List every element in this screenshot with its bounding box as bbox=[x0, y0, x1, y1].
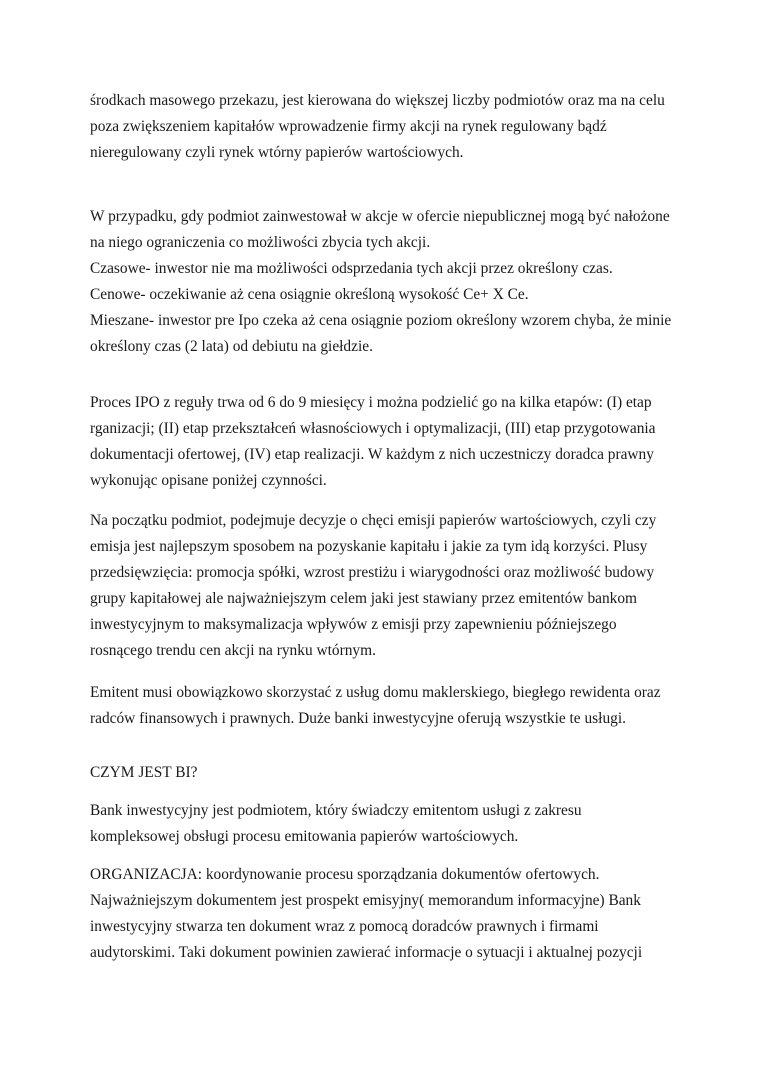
text-line: Mieszane- inwestor pre Ipo czeka aż cena osiągnie poziom określony wzorem chyba, że minie bbox=[90, 312, 672, 329]
text-line: inwestycyjny stwarza ten dokument wraz z pomocą doradców prawnych i firmami bbox=[90, 918, 599, 935]
text-line: dokumentacji ofertowej, (IV) etap realizacji. W każdym z nich uczestniczy doradca prawny bbox=[90, 446, 654, 463]
text-line: Czasowe- inwestor nie ma możliwości odsprzedania tych akcji przez określony czas. bbox=[90, 260, 613, 277]
text-line: radców finansowych i prawnych. Duże banki inwestycyjne oferują wszystkie te usługi. bbox=[90, 710, 626, 727]
text-line: ORGANIZACJA: koordynowanie procesu sporządzania dokumentów ofertowych. bbox=[90, 866, 600, 883]
text-line: przedsięwzięcia: promocja spółki, wzrost prestiżu i wiarygodności oraz możliwość budowy bbox=[90, 564, 655, 581]
text-line: Emitent musi obowiązkowo skorzystać z usług domu maklerskiego, biegłego rewidenta oraz bbox=[90, 684, 661, 701]
text-line: wykonując opisane poniżej czynności. bbox=[90, 472, 327, 489]
text-line: rosnącego trendu cen akcji na rynku wtórnym. bbox=[90, 642, 376, 659]
text-line: określony czas (2 lata) od debiutu na giełdzie. bbox=[90, 338, 373, 355]
paragraph-public-offering bbox=[90, 88, 690, 166]
paragraph-restrictions bbox=[90, 204, 690, 360]
text-line: kompleksowej obsługi procesu emitowania papierów wartościowych. bbox=[90, 828, 519, 845]
heading-text: CZYM JEST BI? bbox=[90, 764, 198, 781]
text-line: W przypadku, gdy podmiot zainwestował w akcje w ofercie niepublicznej mogą być nałożone bbox=[90, 208, 670, 225]
paragraph-decision bbox=[90, 508, 690, 664]
text-line: poza zwiększeniem kapitałów wprowadzenie firmy akcji na rynek regulowany bądź bbox=[90, 118, 607, 135]
text-line: Bank inwestycyjny jest podmiotem, który świadczy emitentom usługi z zakresu bbox=[90, 802, 582, 819]
text-line: na niego ograniczenia co możliwości zbycia tych akcji. bbox=[90, 234, 431, 251]
text-line: Proces IPO z reguły trwa od 6 do 9 miesięcy i można podzielić go na kilka etapów: (I) etap bbox=[90, 394, 652, 411]
section-heading bbox=[90, 760, 690, 786]
text-line: Cenowe- oczekiwanie aż cena osiągnie określoną wysokość Ce+ X Ce. bbox=[90, 286, 529, 303]
paragraph-emitent-services bbox=[90, 680, 690, 732]
text-line: inwestycyjnym to maksymalizacja wpływów z emisji przy zapewnieniu późniejszego bbox=[90, 616, 617, 633]
text-line: rganizacji; (II) etap przekształceń własnościowych i optymalizacji, (III) etap przygotowania bbox=[90, 420, 656, 437]
paragraph-bank-definition bbox=[90, 798, 690, 850]
text-line: grupy kapitałowej ale najważniejszym celem jaki jest stawiany przez emitentów bankom bbox=[90, 590, 638, 607]
text-line: Na początku podmiot, podejmuje decyzje o chęci emisji papierów wartościowych, czyli czy bbox=[90, 512, 657, 529]
text-line: audytorskimi. Taki dokument powinien zawierać informacje o sytuacji i aktualnej pozycji bbox=[90, 944, 643, 961]
text-line: nieregulowany czyli rynek wtórny papierów wartościowych. bbox=[90, 144, 464, 161]
text-line: Najważniejszym dokumentem jest prospekt emisyjny( memorandum informacyjne) Bank bbox=[90, 892, 641, 909]
paragraph-organization bbox=[90, 862, 690, 966]
text-line: środkach masowego przekazu, jest kierowana do większej liczby podmiotów oraz ma na celu bbox=[90, 92, 665, 109]
paragraph-ipo-process bbox=[90, 390, 690, 494]
text-line: emisja jest najlepszym sposobem na pozyskanie kapitału i jakie za tym idą korzyści. Plusy bbox=[90, 538, 648, 555]
